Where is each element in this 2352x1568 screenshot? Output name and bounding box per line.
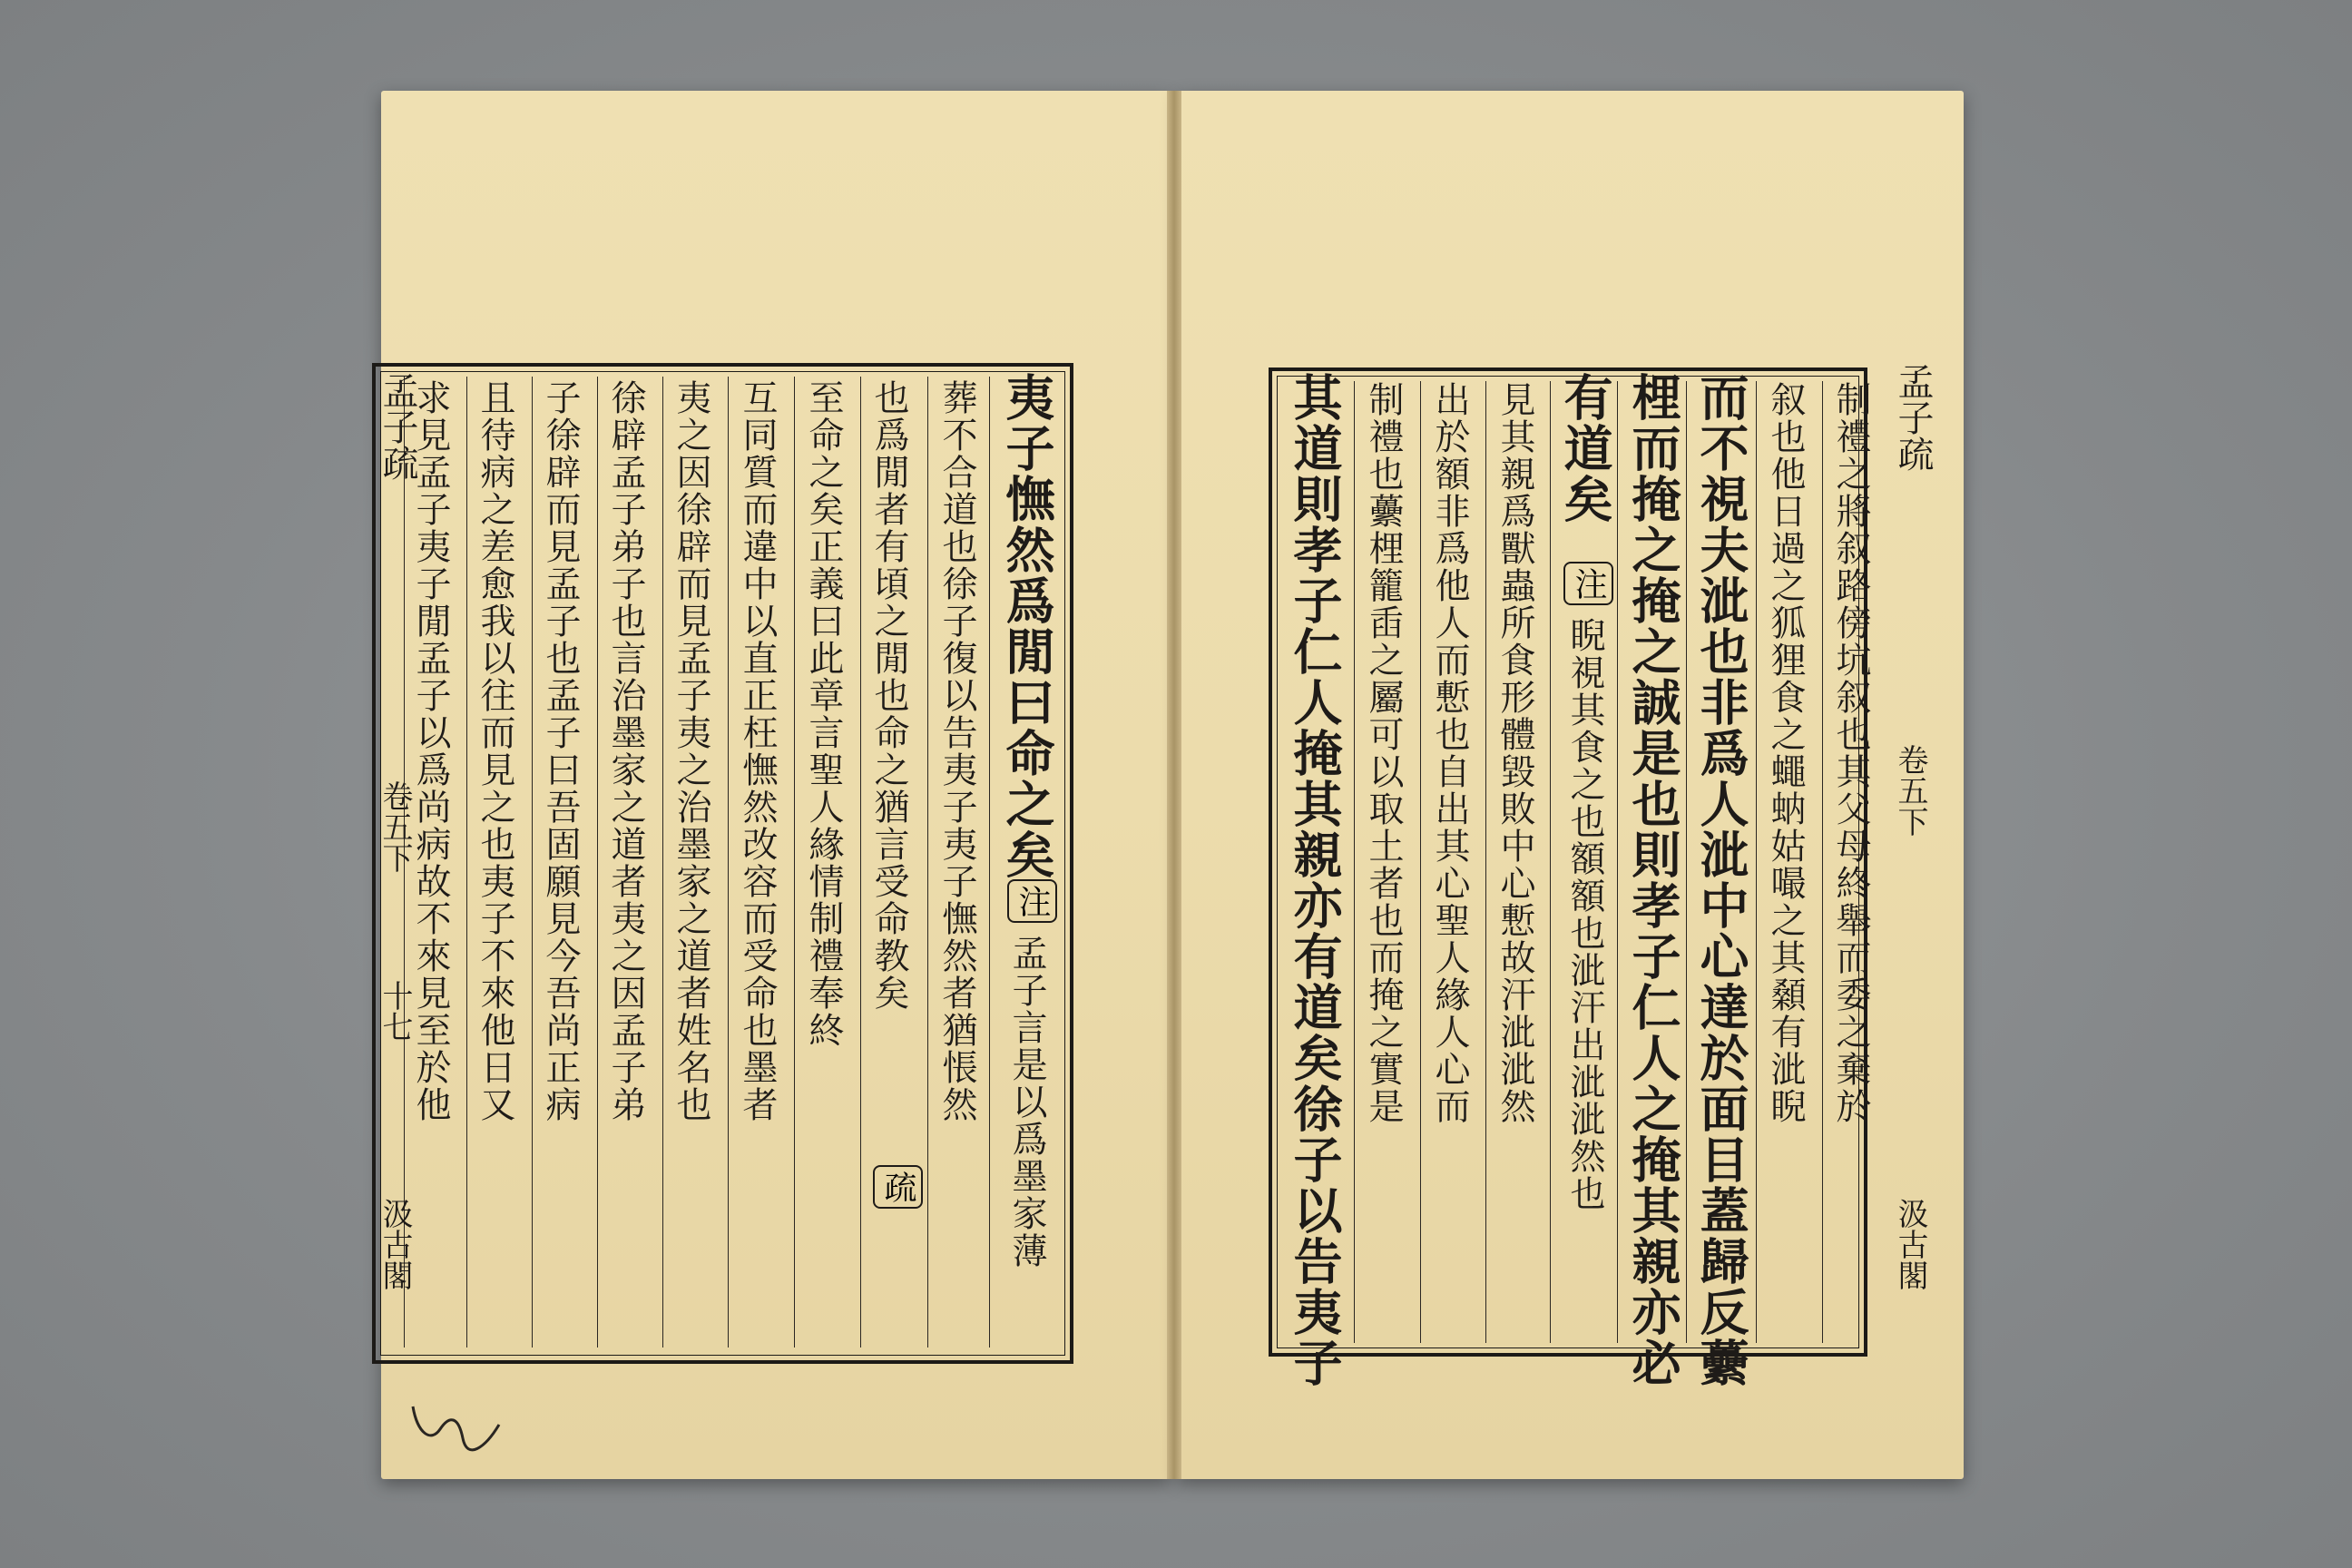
column-rule — [1822, 381, 1823, 1343]
column-rule — [662, 377, 663, 1348]
book-gutter — [1167, 91, 1181, 1479]
left-col-5: 互同質而違中以直正枉憮然改容而受命也墨者 — [737, 379, 778, 1123]
left-col-7: 徐辟孟子弟子也言治墨家之道者夷之因孟子弟 — [605, 379, 646, 1123]
zhu-tag: 注 — [1007, 879, 1057, 923]
shu-tag: 疏 — [873, 1165, 923, 1209]
column-rule — [860, 377, 861, 1348]
left-margin-title: 孟子疏 — [377, 372, 418, 481]
column-rule — [1354, 381, 1355, 1343]
column-rule — [728, 377, 729, 1348]
left-margin-folio: 十七 — [377, 980, 413, 1042]
left-margin-volume: 卷五下 — [377, 780, 413, 873]
left-col-2: 葬不合道也徐子復以告夷子夷子憮然者猶悵然 — [936, 379, 977, 1123]
left-col-8: 子徐辟而見孟子也孟子曰吾固願見今吾尚正病 — [540, 379, 581, 1123]
column-rule — [1420, 381, 1421, 1343]
right-col-3: 而不視夫泚也非爲人泚中心達於面目蓋歸反虆 — [1692, 372, 1750, 1388]
right-margin-volume: 卷五下 — [1892, 744, 1928, 837]
left-col-1b: 孟子言是以爲墨家薄 — [1006, 935, 1047, 1269]
column-rule — [1617, 381, 1618, 1343]
right-col-5-note: 睨視其食之也額額也泚汗出泚泚然也 — [1564, 617, 1605, 1212]
right-col-2: 叙也他日過之狐狸食之蠅蚋姑嘬之其顙有泚睨 — [1765, 381, 1806, 1125]
right-col-6: 見其親爲獸蟲所食形體毀敗中心慙故汗泚泚然 — [1494, 381, 1535, 1125]
right-col-4: 梩而掩之掩之誠是也則孝子仁人之掩其親亦必 — [1624, 372, 1682, 1388]
right-col-5: 有道矣 — [1556, 372, 1614, 524]
column-rule — [1550, 381, 1551, 1343]
column-rule — [597, 377, 598, 1348]
left-col-10: 求見孟子夷子閒孟子以爲尚病故不來見至於他 — [410, 379, 451, 1123]
right-col-9: 其道則孝子仁人掩其親亦有道矣徐子以告夷子 — [1286, 372, 1344, 1388]
column-rule — [466, 377, 467, 1348]
left-col-3: 也爲閒者有頃之閒也命之猶言受命教矣 — [868, 379, 909, 1012]
column-rule — [794, 377, 795, 1348]
column-rule — [1756, 381, 1757, 1343]
column-rule — [989, 377, 990, 1348]
left-col-4: 至命之矣正義曰此章言聖人緣情制禮奉終 — [803, 379, 844, 1049]
right-col-7: 出於額非爲他人而慙也自出其心聖人緣人心而 — [1429, 381, 1470, 1125]
column-rule — [1485, 381, 1486, 1343]
column-rule — [1686, 381, 1687, 1343]
left-col-9: 且待病之差愈我以往而見之也夷子不來他日又 — [475, 379, 515, 1123]
right-col-1: 制禮之將叙路傍坑叙也其父母終舉而委之棄於 — [1830, 381, 1871, 1125]
right-margin-edition: 汲古閣 — [1892, 1198, 1928, 1290]
right-zhu-tag: 注 — [1563, 562, 1613, 605]
column-rule — [532, 377, 533, 1348]
left-col-1: 夷子憮然爲閒曰命之矣 — [998, 372, 1056, 880]
right-margin-title: 孟子疏 — [1892, 363, 1934, 472]
column-rule — [927, 377, 928, 1348]
right-col-8: 制禮也虆梩籠臿之屬可以取土者也而掩之實是 — [1363, 381, 1404, 1125]
left-col-6: 夷之因徐辟而見孟子夷之治墨家之道者姓名也 — [671, 379, 711, 1123]
left-margin-edition: 汲古閣 — [377, 1198, 413, 1290]
ink-scribble — [408, 1397, 517, 1452]
